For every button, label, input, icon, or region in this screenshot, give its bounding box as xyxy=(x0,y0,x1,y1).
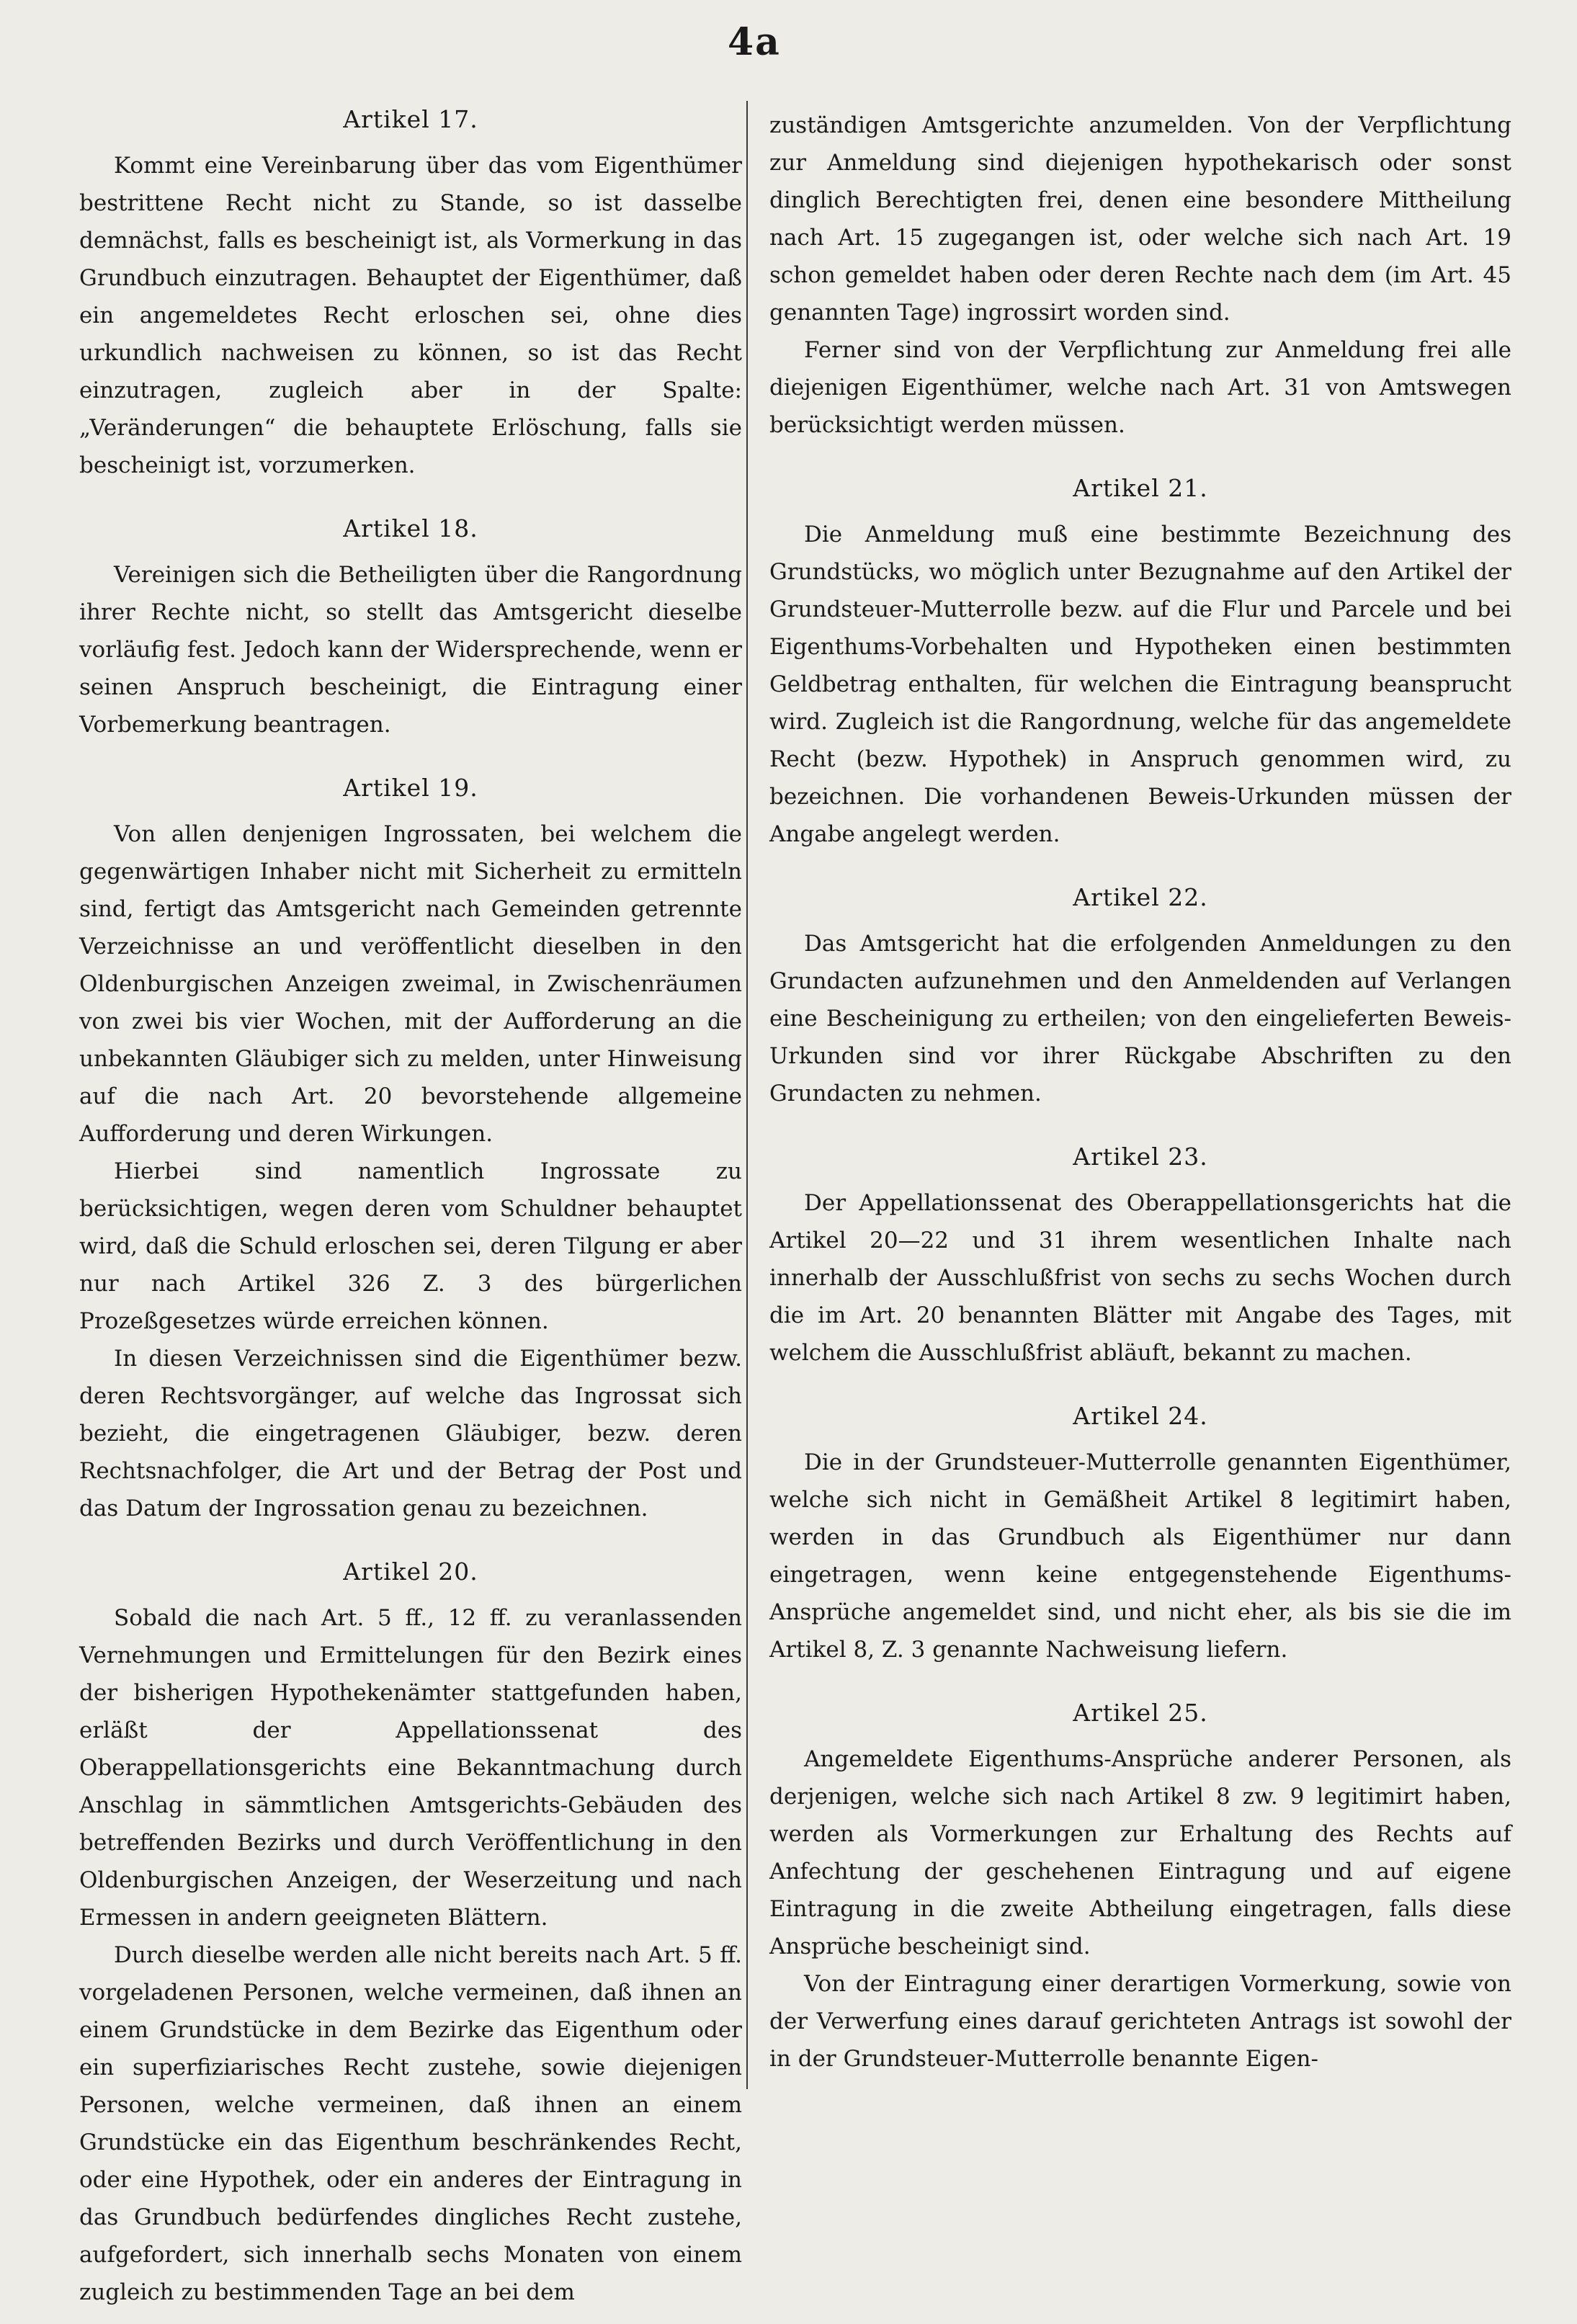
article-25 xyxy=(769,1694,1511,2078)
article-18 xyxy=(79,510,742,743)
article-paragraph: Vereinigen sich die Betheiligten über die Rangordnung ihrer Rechte nicht, so stellt das Amtsgericht dieselbe vorläufig fest. Jedoch kann der Widersprechende, wenn er seinen Anspruch bescheinigt, die Eintragung einer Vorbemerkung beantragen. xyxy=(79,562,742,738)
article-paragraph: Sobald die nach Art. 5 ff., 12 ff. zu veranlassenden Vernehmungen und Ermittelungen für den Bezirk eines der bisherigen Hypothekenämter stattgefunden haben, erläßt der Appellationssenat des Oberappellationsgerichts eine Bekanntmachung durch Anschlag in sämmtlichen Amtsgerichts-Gebäuden des betreffenden Bezirks und durch Veröffentlichung in den Oldenburgischen Anzeigen, der Weserzeitung und nach Ermessen in andern geeigneten Blättern. xyxy=(79,1605,742,1931)
article-20 xyxy=(79,1553,742,2311)
continued-paragraph: zuständigen Amtsgerichte anzumelden. Von der Verpflichtung zur Anmeldung sind diejenigen hypothekarisch oder sonst dinglich Berechtigten frei, denen eine besondere Mittheilung nach Art. 15 zugegangen ist, oder welche sich nach Art. 19 schon gemeldet haben oder deren Rechte nach dem (im Art. 45 genannten Tage) ingrossirt worden sind. xyxy=(769,112,1511,326)
article-21 xyxy=(769,470,1511,853)
left-column xyxy=(79,101,742,2324)
article-paragraph: Ferner sind von der Verpflichtung zur Anmeldung frei alle diejenigen Eigenthümer, welche nach Art. 31 von Amtswegen berücksichtigt werden müssen. xyxy=(769,337,1511,438)
article-paragraph: Die Anmeldung muß eine bestimmte Bezeichnung des Grundstücks, wo möglich unter Bezugnahme auf den Artikel der Grundsteuer-Mutterrolle bezw. auf die Flur und Parcele und bei Eigenthums-Vorbehalten und Hypotheken einen bestimmten Geldbetrag enthalten, für welchen die Eintragung beansprucht wird. Zugleich ist die Rangordnung, welche für das angemeldete Recht (bezw. Hypothek) in Anspruch genommen wird, zu bezeichnen. Die vorhandenen Beweis-Urkunden müssen der Angabe angelegt werden. xyxy=(769,522,1511,847)
article-paragraph: Angemeldete Eigenthums-Ansprüche anderer Personen, als derjenigen, welche sich nach Artikel 8 zw. 9 legitimirt haben, werden als Vormerkungen zur Erhaltung des Rechts auf Anfechtung der geschehenen Eintragung und auf eigene Eintragung in die zweite Abtheilung eingetragen, falls diese Ansprüche bescheinigt sind. xyxy=(769,1746,1511,1959)
article-19 xyxy=(79,769,742,1527)
column-divider xyxy=(746,101,748,2089)
article-paragraph: Das Amtsgericht hat die erfolgenden Anmeldungen zu den Grundacten aufzunehmen und den Anmeldenden auf Verlangen eine Bescheinigung zu ertheilen; von den eingelieferten Beweis-Urkunden sind vor ihrer Rückgabe Abschriften zu den Grundacten zu nehmen. xyxy=(769,931,1511,1107)
article-heading: Artikel 21. xyxy=(1073,474,1208,502)
article-paragraph: Der Appellationssenat des Oberappellationsgerichts hat die Artikel 20—22 und 31 ihrem wesentlichen Inhalte nach innerhalb der Ausschlußfrist von sechs zu sechs Wochen durch die im Art. 20 benannten Blätter mit Angabe des Tages, mit welchem die Ausschlußfrist abläuft, bekannt zu machen. xyxy=(769,1190,1511,1366)
article-heading: Artikel 20. xyxy=(343,1557,478,1586)
right-column xyxy=(769,107,1511,2091)
article-paragraph: In diesen Verzeichnissen sind die Eigenthümer bezw. deren Rechtsvorgänger, auf welche das Ingrossat sich bezieht, die eingetragenen Gläubiger, bezw. deren Rechtsnachfolger, die Art und der Betrag der Post und das Datum der Ingrossation genau zu bezeichnen. xyxy=(79,1346,742,1521)
article-heading: Artikel 24. xyxy=(1073,1402,1208,1430)
article-heading: Artikel 23. xyxy=(1073,1143,1208,1171)
article-heading: Artikel 19. xyxy=(343,774,478,802)
article-heading: Artikel 22. xyxy=(1073,883,1208,911)
article-paragraph: Die in der Grundsteuer-Mutterrolle genannten Eigenthümer, welche sich nicht in Gemäßheit Artikel 8 legitimirt haben, werden in das Grundbuch als Eigenthümer nur dann eingetragen, wenn keine entgegenstehende Eigenthums-Ansprüche angemeldet sind, und nicht eher, als bis sie die im Artikel 8, Z. 3 genannte Nachweisung liefern. xyxy=(769,1449,1511,1663)
article-paragraph: Hierbei sind namentlich Ingrossate zu berücksichtigen, wegen deren vom Schuldner behauptet wird, daß die Schuld erloschen sei, deren Tilgung er aber nur nach Artikel 326 Z. 3 des bürgerlichen Prozeßgesetzes würde erreichen können. xyxy=(79,1158,742,1334)
article-22 xyxy=(769,879,1511,1112)
article-paragraph: Von allen denjenigen Ingrossaten, bei welchem die gegenwärtigen Inhaber nicht mit Sicherheit zu ermitteln sind, fertigt das Amtsgericht nach Gemeinden getrennte Verzeichnisse an und veröffentlicht dieselben in den Oldenburgischen Anzeigen zweimal, in Zwischenräumen von zwei bis vier Wochen, mit der Aufforderung an die unbekannten Gläubiger sich zu melden, unter Hinweisung auf die nach Art. 20 bevorstehende allgemeine Aufforderung und deren Wirkungen. xyxy=(79,821,742,1147)
article-paragraph: Kommt eine Vereinbarung über das vom Eigenthümer bestrittene Recht nicht zu Stande, so ist dasselbe demnächst, falls es bescheinigt ist, als Vormerkung in das Grundbuch einzutragen. Behauptet der Eigenthümer, daß ein angemeldetes Recht erloschen sei, ohne dies urkundlich nachweisen zu können, so ist das Recht einzutragen, zugleich aber in der Spalte: „Veränderungen“ die behauptete Erlöschung, falls sie bescheinigt ist, vorzumerken. xyxy=(79,153,742,478)
article-23 xyxy=(769,1138,1511,1372)
article-heading: Artikel 17. xyxy=(343,105,478,133)
article-24 xyxy=(769,1398,1511,1668)
article-paragraph: Durch dieselbe werden alle nicht bereits nach Art. 5 ff. vorgeladenen Personen, welche vermeinen, daß ihnen an einem Grundstücke in dem Bezirke das Eigenthum oder ein superfiziarisches Recht zustehe, sowie diejenigen Personen, welche vermeinen, daß ihnen an einem Grundstücke ein das Eigenthum beschränkendes Recht, oder eine Hypothek, oder ein anderes der Eintragung in das Grundbuch bedürfendes dingliches Recht zustehe, aufgefordert, sich innerhalb sechs Monaten von einem zugleich zu bestimmenden Tage an bei dem xyxy=(79,1942,742,2305)
article-paragraph: Von der Eintragung einer derartigen Vormerkung, sowie von der Verwerfung eines darauf gerichteten Antrags ist sowohl der in der Grundsteuer-Mutterrolle benannte Eigen- xyxy=(769,1971,1511,2072)
article-heading: Artikel 18. xyxy=(343,514,478,542)
page-number: 4a xyxy=(728,20,781,64)
article-17 xyxy=(79,101,742,484)
article-heading: Artikel 25. xyxy=(1073,1699,1208,1727)
